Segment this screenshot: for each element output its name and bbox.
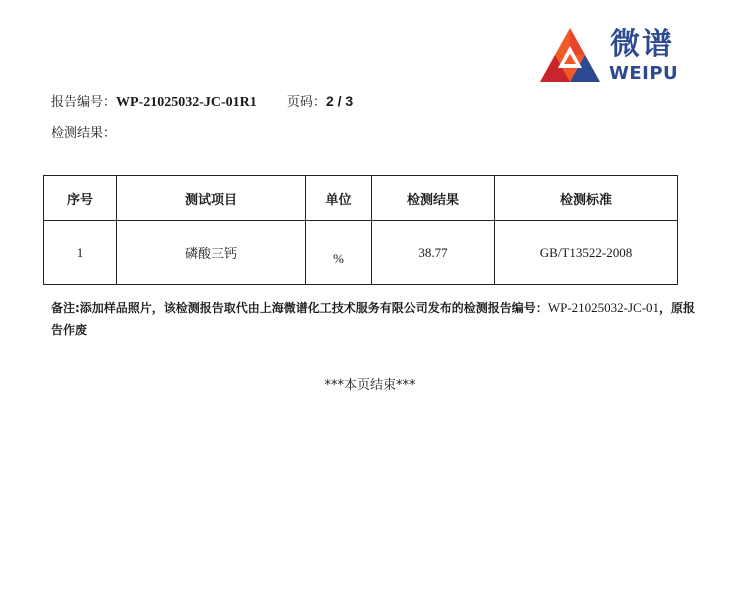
report-info-line xyxy=(51,93,353,111)
header-unit: 单位 xyxy=(306,176,372,221)
results-heading: 检测结果： xyxy=(51,126,117,141)
page-number-value: 2 / 3 xyxy=(325,93,354,109)
cell-result: 38.77 xyxy=(372,221,495,285)
logo-name-en: WEIPU xyxy=(609,63,679,84)
table-header-row xyxy=(44,176,678,221)
remark-note xyxy=(51,297,701,341)
page-number-label: 页码： xyxy=(286,95,326,110)
header-test-item: 测试项目 xyxy=(117,176,306,221)
cell-standard: GB/T13522-2008 xyxy=(495,221,678,285)
header-result: 检测结果 xyxy=(372,176,495,221)
report-number-value: WP-21025032-JC-01R1 xyxy=(116,95,257,110)
cell-test-item: 磷酸三钙 xyxy=(117,221,306,285)
cell-no: 1 xyxy=(44,221,117,285)
weipu-logo-icon xyxy=(538,26,602,86)
remark-text-after: ，原报告作废 xyxy=(51,301,696,337)
report-number-label: 报告编号： xyxy=(51,95,117,110)
remark-report-number: WP-21025032-JC-01 xyxy=(547,300,660,315)
remark-text-before: 备注:添加样品照片，该检测报告取代由上海微谱化工技术服务有限公司发布的检测报告编号： xyxy=(51,301,548,315)
logo-name-cn: 微谱 xyxy=(610,27,674,62)
company-logo xyxy=(538,26,698,88)
header-no: 序号 xyxy=(44,176,117,221)
cell-unit: % xyxy=(306,221,372,285)
results-table xyxy=(43,175,678,285)
page-end-marker: ***本页结束*** xyxy=(324,378,416,393)
header-standard: 检测标准 xyxy=(495,176,678,221)
table-row xyxy=(44,221,678,285)
